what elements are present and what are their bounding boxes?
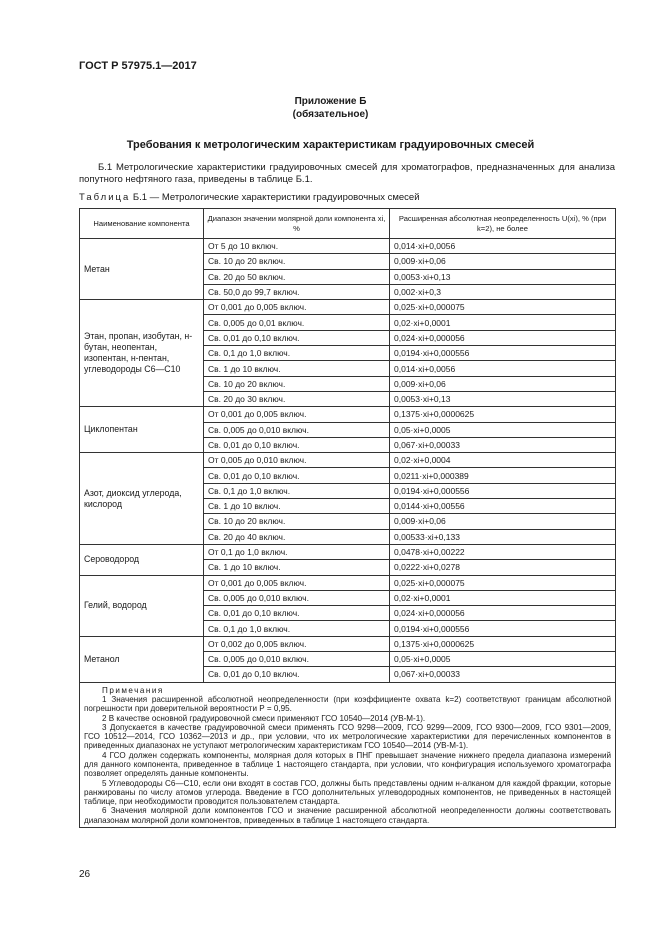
component-name: Азот, диоксид углерода, кислород <box>80 453 204 545</box>
table-row <box>80 300 616 315</box>
uncertainty-cell: 0,025·xi+0,000075 <box>390 300 616 315</box>
range-cell: Св. 10 до 20 включ. <box>204 254 390 269</box>
uncertainty-cell: 0,067·xi+0,00033 <box>390 437 616 452</box>
table-row <box>80 636 616 651</box>
note-item: 1 Значения расширенной абсолютной неопределенности (при коэффициенте охвата k=2) соответствуют границам абсолютной погрешности при доверительной вероятности Р = 0,95. <box>84 694 611 714</box>
table-caption-text: Б.1 — Метрологические характеристики градуировочных смесей <box>132 192 420 203</box>
metrology-table <box>79 208 616 828</box>
uncertainty-cell: 0,024·xi+0,000056 <box>390 606 616 621</box>
range-cell: Св. 50,0 до 99,7 включ. <box>204 284 390 299</box>
uncertainty-cell: 0,05·xi+0,0005 <box>390 652 616 667</box>
table-caption <box>79 192 420 203</box>
document-header: ГОСТ Р 57975.1—2017 <box>79 60 197 72</box>
range-cell: Св. 10 до 20 включ. <box>204 376 390 391</box>
intro-paragraph: Б.1 Метрологические характеристики градуировочных смесей для хроматографов, предназначенных для анализа попутного нефтяного газа, приведены в таблице Б.1. <box>79 162 615 185</box>
uncertainty-cell: 0,025·xi+0,000075 <box>390 575 616 590</box>
range-cell: Св. 0,005 до 0,010 включ. <box>204 652 390 667</box>
range-cell: Св. 20 до 50 включ. <box>204 269 390 284</box>
range-cell: От 0,001 до 0,005 включ. <box>204 575 390 590</box>
uncertainty-cell: 0,014·xi+0,0056 <box>390 361 616 376</box>
range-cell: От 0,1 до 1,0 включ. <box>204 544 390 559</box>
uncertainty-cell: 0,0222·xi+0,0278 <box>390 560 616 575</box>
note-item: 2 В качестве основной градуировочной смеси применяют ГСО 10540—2014 (УВ-М-1). <box>102 713 426 723</box>
note-item: 5 Углеводороды С6—С10, если они входят в состав ГСО, должны быть представлены одним н-алканом для каждой фракции, которые ранжированы по числу атомов углерода. Введение в ГСО дополнительных углеводородных компонентов, не приведенных в настоящей таблице, при необходимости проводится пользователем стандарта. <box>84 778 611 807</box>
range-cell: Св. 0,1 до 1,0 включ. <box>204 483 390 498</box>
table-notes <box>80 682 616 827</box>
uncertainty-cell: 0,0144·xi+0,00556 <box>390 499 616 514</box>
note-item: 3 Допускается в качестве градуировочной смеси применять ГСО 9298—2009, ГСО 9299—2009, ГСО 9300—2009, ГСО 9301—2009, ГСО 10512—2014, ГСО 10362—2013 и др., при условии, что их метрологические характеристики для перечисленных компонентов в приведенных диапазонах не уступают метрологическим характеристикам ГСО 10540—2014 (УВ-М-1). <box>84 722 611 751</box>
appendix-status: (обязательное) <box>292 109 369 120</box>
range-cell: От 0,001 до 0,005 включ. <box>204 300 390 315</box>
range-cell: Св. 0,005 до 0,010 включ. <box>204 590 390 605</box>
table-row <box>80 544 616 559</box>
uncertainty-cell: 0,02·xi+0,0001 <box>390 315 616 330</box>
uncertainty-cell: 0,014·xi+0,0056 <box>390 239 616 254</box>
header-component: Наименование компонента <box>80 209 204 239</box>
table-caption-label: Таблица <box>79 192 131 203</box>
range-cell: Св. 0,01 до 0,10 включ. <box>204 606 390 621</box>
table-row <box>80 239 616 254</box>
uncertainty-cell: 0,002·xi+0,3 <box>390 284 616 299</box>
component-name: Метанол <box>80 636 204 682</box>
uncertainty-cell: 0,02·xi+0,0001 <box>390 590 616 605</box>
range-cell: От 0,002 до 0,005 включ. <box>204 636 390 651</box>
component-name: Метан <box>80 239 204 300</box>
notes-title: Примечания <box>102 685 164 695</box>
range-cell: От 0,005 до 0,010 включ. <box>204 453 390 468</box>
range-cell: Св. 20 до 40 включ. <box>204 529 390 544</box>
note-item: 6 Значения молярной доли компонентов ГСО и значение расширенной абсолютной неопределенности должны соответствовать диапазонам молярной доли компонентов, приведенных в таблице 1 настоящего стандарта. <box>84 806 611 825</box>
page-number: 26 <box>79 869 91 880</box>
component-name: Циклопентан <box>80 407 204 453</box>
range-cell: Св. 0,005 до 0,010 включ. <box>204 422 390 437</box>
range-cell: Св. 1 до 10 включ. <box>204 499 390 514</box>
uncertainty-cell: 0,0194·xi+0,000556 <box>390 346 616 361</box>
range-cell: Св. 1 до 10 включ. <box>204 361 390 376</box>
uncertainty-cell: 0,024·xi+0,000056 <box>390 330 616 345</box>
section-title: Требования к метрологическим характеристикам градуировочных смесей <box>126 139 535 151</box>
uncertainty-cell: 0,1375·xi+0,0000625 <box>390 636 616 651</box>
component-name: Сероводород <box>80 544 204 575</box>
range-cell: Св. 0,01 до 0,10 включ. <box>204 468 390 483</box>
uncertainty-cell: 0,009·xi+0,06 <box>390 514 616 529</box>
table-header-row <box>80 209 616 239</box>
header-range: Диапазон значении молярной доли компонента xi, % <box>204 209 390 239</box>
range-cell: От 5 до 10 включ. <box>204 239 390 254</box>
range-cell: Св. 0,01 до 0,10 включ. <box>204 437 390 452</box>
uncertainty-cell: 0,00533·xi+0,133 <box>390 529 616 544</box>
note-item: 4 ГСО должен содержать компоненты, молярная доля которых в ПНГ превышает значение нижнего предела диапазона измерений для данного компонента, приведенное в таблице 1 настоящего стандарта, при условии, что конфигурация используемого хроматографа позволяет определять данные компоненты. <box>84 750 611 779</box>
table-body <box>80 239 616 828</box>
uncertainty-cell: 0,0478·xi+0,00222 <box>390 544 616 559</box>
uncertainty-cell: 0,0211·xi+0,000389 <box>390 468 616 483</box>
component-name: Гелий, водород <box>80 575 204 636</box>
table-row <box>80 453 616 468</box>
range-cell: Св. 0,1 до 1,0 включ. <box>204 621 390 636</box>
table-row <box>80 575 616 590</box>
component-name: Этан, пропан, изобутан, н-бутан, неопентан, изопентан, н-пентан, углеводороды С6—С10 <box>80 300 204 407</box>
uncertainty-cell: 0,0053·xi+0,13 <box>390 391 616 406</box>
range-cell: Св. 10 до 20 включ. <box>204 514 390 529</box>
uncertainty-cell: 0,02·xi+0,0004 <box>390 453 616 468</box>
uncertainty-cell: 0,067·xi+0,00033 <box>390 667 616 682</box>
appendix-title: Приложение Б <box>294 96 367 107</box>
uncertainty-cell: 0,05·xi+0,0005 <box>390 422 616 437</box>
range-cell: Св. 0,1 до 1,0 включ. <box>204 346 390 361</box>
uncertainty-cell: 0,0194·xi+0,000556 <box>390 621 616 636</box>
range-cell: Св. 1 до 10 включ. <box>204 560 390 575</box>
uncertainty-cell: 0,009·xi+0,06 <box>390 254 616 269</box>
range-cell: От 0,001 до 0,005 включ. <box>204 407 390 422</box>
range-cell: Св. 20 до 30 включ. <box>204 391 390 406</box>
uncertainty-cell: 0,0194·xi+0,000556 <box>390 483 616 498</box>
range-cell: Св. 0,01 до 0,10 включ. <box>204 330 390 345</box>
range-cell: Св. 0,01 до 0,10 включ. <box>204 667 390 682</box>
range-cell: Св. 0,005 до 0,01 включ. <box>204 315 390 330</box>
uncertainty-cell: 0,0053·xi+0,13 <box>390 269 616 284</box>
uncertainty-cell: 0,009·xi+0,06 <box>390 376 616 391</box>
header-uncertainty: Расширенная абсолютная неопределенность U(xi), % (при k=2), не более <box>390 209 616 239</box>
uncertainty-cell: 0,1375·xi+0,0000625 <box>390 407 616 422</box>
table-row <box>80 407 616 422</box>
notes-row <box>80 682 616 827</box>
